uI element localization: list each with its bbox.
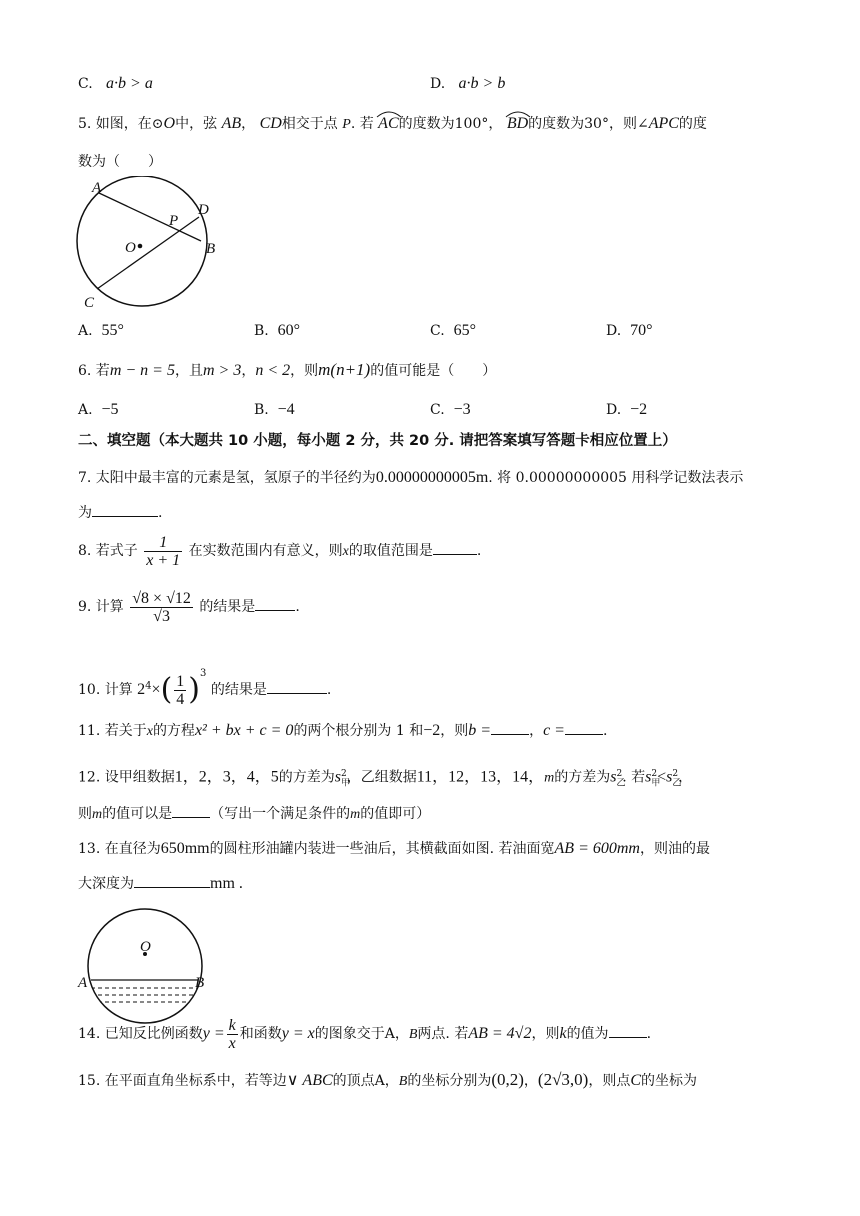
paren-open: ( (160, 672, 173, 707)
label-a: A (78, 975, 88, 991)
subscript: 甲 (340, 778, 350, 789)
text: 大深度为 (78, 876, 134, 892)
q5-option-d (606, 321, 653, 341)
text: 14. 已知反比例函数 (78, 1026, 203, 1042)
option-value: −4 (277, 401, 295, 418)
question-7-line1 (78, 468, 743, 488)
text: 的方差为 (278, 769, 335, 786)
text: 中，弦 (175, 116, 218, 132)
exponent: 4 (145, 680, 152, 692)
equation: AB = 4√2 (468, 1025, 532, 1042)
fraction (174, 673, 186, 708)
question-5-line2: 数为（ ） (78, 154, 162, 170)
numerator: √8 × √12 (132, 589, 191, 607)
var: BD (506, 115, 529, 132)
text: . (476, 543, 482, 559)
text: ， (678, 769, 693, 786)
text: 15. 在平面直角坐标系中，若等边 (78, 1073, 287, 1089)
text: 和函数 (239, 1026, 282, 1042)
numerator: 1 (176, 672, 185, 690)
text: 10. 计算 (78, 682, 133, 698)
option-label: C. (430, 402, 445, 418)
square: 2 (340, 769, 347, 779)
equation: x² + bx + c = 0 (194, 722, 294, 739)
text: 的圆柱形油罐内装进一些油后，其横截面如图. 若油面宽 (209, 841, 555, 857)
label-b: B (206, 241, 216, 257)
var: APC (648, 115, 679, 132)
answer-blank[interactable] (92, 502, 158, 517)
text: 相交于点 (281, 116, 338, 132)
arc-mark (376, 110, 402, 118)
question-14 (78, 1014, 651, 1055)
text: ， (241, 116, 256, 132)
text: 5. 如图，在⊙ (78, 116, 164, 132)
option-d-q4 (430, 74, 505, 94)
label-o: O (125, 240, 136, 256)
option-label: C. (430, 323, 445, 339)
answer-blank-b[interactable] (491, 720, 529, 735)
times: × (151, 681, 161, 698)
option-label: D. (606, 402, 622, 418)
equation: m > 3 (202, 362, 242, 379)
data: 11，12，13，14， (416, 768, 545, 786)
expression: m(n+1) (318, 360, 371, 379)
equation: y = (202, 1025, 225, 1042)
var: s (666, 768, 673, 786)
center-dot (138, 244, 143, 249)
equation: m − n = 5 (109, 362, 175, 379)
equation: n < 2 (255, 362, 291, 379)
label-d: D (198, 202, 209, 218)
text: . 若 (622, 769, 646, 786)
option-value: −5 (101, 401, 119, 418)
var: s (645, 768, 652, 786)
text: 的结果是 (210, 682, 267, 698)
question-15 (78, 1070, 697, 1092)
answer-blank[interactable] (172, 803, 210, 818)
question-9 (78, 586, 300, 628)
var: m (350, 807, 361, 822)
text: . (295, 599, 300, 615)
text: 的顶点A， (332, 1073, 399, 1089)
text: 的值为 (566, 1026, 609, 1042)
exponent: 3 (200, 668, 207, 679)
var: b = (468, 722, 492, 739)
text: 为 (78, 505, 92, 521)
text: 则 (78, 806, 92, 822)
numerator: 1 (144, 534, 182, 552)
var: s (610, 768, 617, 786)
option-value: −2 (630, 401, 648, 418)
chord-ab (99, 193, 201, 241)
text: 7. 太阳中最丰富的元素是氢，氢原子的半径约为 (78, 470, 376, 486)
question-13-line2 (78, 873, 243, 894)
option-label: D. (430, 76, 446, 92)
q5-option-b (254, 321, 300, 341)
option-expr: a·b > b (458, 75, 506, 92)
var: B (408, 1027, 418, 1042)
answer-blank[interactable] (134, 873, 210, 888)
text: 12. 设甲组数据 (78, 769, 175, 786)
fraction (227, 1017, 238, 1052)
data: 1，2，3，4，5 (174, 768, 279, 786)
text: 在实数范围内有意义，则 (188, 543, 343, 559)
option-value: 65° (453, 322, 476, 339)
text: ，则油的最 (639, 841, 710, 857)
circle-figure-q5 (70, 176, 230, 316)
chord-cd (97, 217, 199, 289)
question-10 (78, 652, 331, 712)
option-label: B. (254, 323, 269, 339)
var: AC (378, 115, 399, 132)
square: 2 (651, 769, 658, 779)
paren-close: ) (188, 672, 201, 707)
subscript: 乙 (616, 778, 626, 789)
text: . 将 0.00000000005 用科学记数法表示 (488, 470, 744, 486)
option-label: C. (78, 76, 93, 92)
fraction (144, 534, 182, 569)
var: x (342, 544, 349, 559)
text: 9. 计算 (78, 599, 124, 615)
label-a: A (92, 180, 102, 196)
text: ，则点 (588, 1073, 631, 1089)
question-13-line1 (78, 839, 710, 859)
fraction (130, 590, 193, 625)
subscript: 甲 (651, 778, 661, 789)
text: 的值即可） (360, 806, 431, 822)
point-a: (0,2) (491, 1070, 524, 1089)
question-12-line1 (78, 764, 692, 793)
text: ，则 (290, 363, 319, 379)
text: 的值可能是（ ） (370, 363, 497, 379)
q6-option-a (78, 400, 119, 420)
denominator: x + 1 (146, 551, 181, 569)
text: 的方程 (152, 723, 195, 739)
text: ，则 (531, 1026, 560, 1042)
answer-blank[interactable] (267, 679, 327, 694)
numerator: k (228, 1016, 236, 1034)
q5-option-c (430, 321, 476, 341)
value: 0.00000000005m (375, 469, 489, 486)
option-label: A. (78, 402, 93, 418)
var: CD (259, 115, 282, 132)
label-o: O (140, 939, 151, 955)
oil-hatching (84, 988, 206, 1002)
square: 2 (672, 769, 679, 779)
text: ，乙组数据 (346, 769, 417, 786)
value: −2 (423, 722, 441, 739)
text: ，且 (174, 363, 203, 379)
option-label: A. (78, 323, 93, 339)
question-5-line1 (78, 114, 707, 135)
q5-option-a (78, 321, 124, 341)
denominator: √3 (153, 607, 170, 625)
point-b: (2√3,0) (537, 1070, 589, 1089)
text: ， (529, 723, 544, 739)
q6-option-b (254, 400, 295, 420)
text: 的坐标为 (641, 1073, 697, 1089)
text: 8. 若式子 (78, 543, 138, 559)
label-c: C (84, 295, 95, 311)
base: 2 (137, 681, 146, 698)
square: 2 (616, 769, 623, 779)
var: x (146, 724, 153, 739)
text: 的值可以是 (102, 806, 173, 822)
subscript: 乙 (672, 778, 682, 789)
label-p: P (169, 213, 179, 229)
option-label: D. (606, 323, 622, 339)
text: 的度数为100°， (398, 116, 503, 132)
var: s (334, 768, 341, 786)
text: 6. 若 (78, 363, 110, 379)
answer-blank[interactable] (609, 1023, 647, 1038)
option-value: 70° (630, 322, 653, 339)
q6-option-d (606, 400, 647, 420)
text: 的图象交于A， (314, 1026, 409, 1042)
text: 的度数为30°，则∠ (528, 116, 649, 132)
var: c = (543, 722, 565, 739)
var: k (559, 1025, 567, 1042)
question-8 (78, 532, 481, 571)
text: 13. 在直径为 (78, 841, 161, 857)
tank-circle (88, 909, 205, 1023)
question-11 (78, 720, 607, 742)
label-b: B (195, 975, 205, 991)
text: . 若 (350, 116, 374, 132)
section-title: 二、填空题（本大题共 10 小题，每小题 2 分，共 20 分. 请把答案填写答题卡相应位置上） (78, 433, 677, 449)
text: 的坐标分别为 (407, 1073, 492, 1089)
text: . (602, 723, 608, 739)
q6-option-c (430, 400, 471, 420)
text: 的两个根分别为 1 和 (293, 723, 424, 739)
denominator: x (228, 1034, 236, 1052)
var: B (398, 1074, 408, 1089)
unit: mm . (210, 875, 243, 892)
text: ，则 (440, 723, 469, 739)
option-c-q4 (78, 74, 153, 94)
option-value: −3 (453, 401, 471, 418)
text: . (646, 1026, 652, 1042)
text: . (326, 682, 332, 698)
triangle: ∨ ABC (286, 1072, 333, 1089)
answer-blank[interactable] (255, 596, 295, 611)
option-value: 55° (101, 322, 124, 339)
arc-ac (378, 115, 398, 132)
arc-bd (507, 115, 528, 132)
answer-blank-c[interactable] (565, 720, 603, 735)
arc-mark (505, 110, 531, 118)
text: 的方差为 (554, 769, 611, 786)
text: 11. 若关于 (78, 723, 147, 739)
question-6 (78, 360, 496, 381)
text: . (158, 505, 163, 521)
operator: < (657, 768, 667, 786)
text: ， (241, 363, 256, 379)
text: 的度 (678, 116, 707, 132)
var: C (630, 1072, 641, 1089)
denominator: 4 (176, 690, 185, 708)
text: （写出一个满足条件的 (210, 806, 351, 822)
var: P (342, 117, 351, 132)
question-12-line2 (78, 803, 430, 825)
option-label: B. (254, 402, 269, 418)
option-value: 60° (277, 322, 301, 339)
var: O (163, 115, 176, 132)
oil-tank-figure (74, 906, 214, 1030)
var: m (92, 807, 103, 822)
text: 两点. 若 (417, 1026, 469, 1042)
text: 的取值范围是 (348, 543, 433, 559)
question-7-line2 (78, 502, 162, 523)
answer-blank[interactable] (433, 540, 477, 555)
text: ， (523, 1073, 538, 1089)
var: m (544, 770, 555, 786)
equation: y = x (281, 1025, 315, 1042)
option-expr: a·b > a (106, 75, 153, 92)
var: AB (221, 115, 242, 132)
value: 650mm (160, 840, 210, 857)
text: 的结果是 (199, 599, 256, 615)
equation: AB = 600mm (554, 840, 640, 857)
